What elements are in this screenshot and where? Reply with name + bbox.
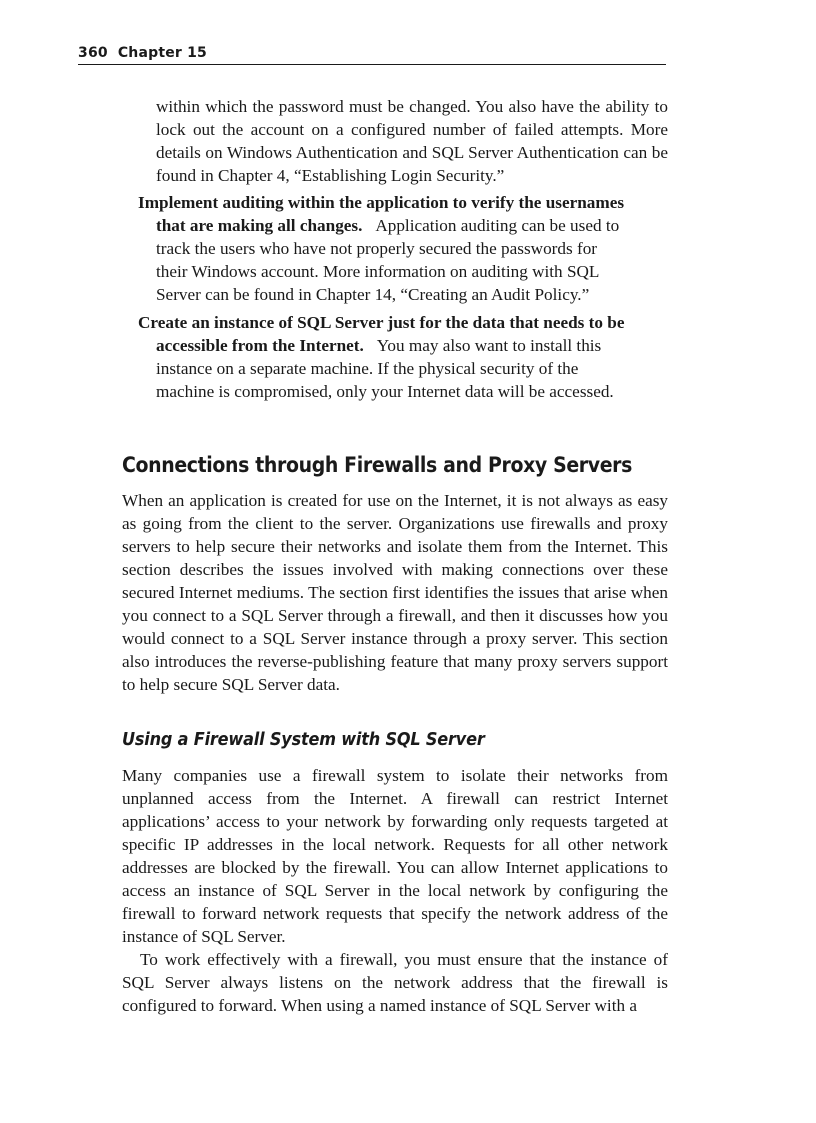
list-item-text: You may also want to install this <box>376 336 602 355</box>
list-item-line <box>138 311 668 334</box>
list-item-separate-instance <box>138 311 668 403</box>
list-item-line <box>138 334 668 357</box>
list-item-text: machine is compromised, only your Internet data will be accessed. <box>156 382 614 401</box>
page-number: 360 <box>78 45 108 61</box>
list-item-line <box>138 191 668 214</box>
list-item-auditing <box>138 191 668 306</box>
list-item-text: track the users who have not properly secured the passwords for <box>156 239 598 258</box>
list-item-text: Application auditing can be used to <box>375 216 620 235</box>
list-item-lead: accessible from the Internet. <box>156 336 364 355</box>
list-item-lead: Implement auditing within the application to verify the usernames <box>138 193 625 212</box>
subsection-heading: Using a Firewall System with SQL Server <box>122 730 485 750</box>
chapter-label: Chapter 15 <box>117 45 207 61</box>
list-item-lead: that are making all changes. <box>156 216 363 235</box>
list-item-lead: Create an instance of SQL Server just for the data that needs to be <box>138 313 625 332</box>
list-item-text: Server can be found in Chapter 14, “Creating an Audit Policy.” <box>156 285 590 304</box>
continuation-paragraph: within which the password must be changed. You also have the ability to lock out the account on a configured number of failed attempts. More details on Windows Authentication and SQL Server Authentication can be found in Chapter 4, “Establishing Login Security.” <box>156 97 668 185</box>
section-heading: Connections through Firewalls and Proxy Servers <box>122 453 633 477</box>
running-header <box>78 44 666 65</box>
list-item-text: their Windows account. More information on auditing with SQL <box>156 262 600 281</box>
firewall-paragraph-1: Many companies use a firewall system to isolate their networks from unplanned access from the Internet. A firewall can restrict Internet applications’ access to your network by forwarding only requests targeted at specific IP addresses in the local network. Requests for all other network addresses are blocked by the firewall. You can allow Internet applications to access an instance of SQL Server in the local network by configuring the firewall to forward network requests that specify the network address of the instance of SQL Server. <box>122 766 668 946</box>
list-item-line <box>138 214 668 237</box>
section-intro-paragraph: When an application is created for use on the Internet, it is not always as easy as going from the client to the server. Organizations use firewalls and proxy servers to help secure their networks and isolate them from the Internet. This section describes the issues involved with making connections over these secured Internet mediums. The section first identifies the issues that arise when you connect to a SQL Server through a firewall, and then it discusses how you would connect to a SQL Server instance through a proxy server. This section also introduces the reverse-publishing feature that many proxy servers support to help secure SQL Server data. <box>122 491 668 694</box>
list-item-text: instance on a separate machine. If the physical security of the <box>156 359 579 378</box>
firewall-paragraph-2: To work effectively with a firewall, you must ensure that the instance of SQL Server always listens on the network address that the firewall is configured to forward. When using a named instance of SQL Server with a <box>122 950 668 1015</box>
